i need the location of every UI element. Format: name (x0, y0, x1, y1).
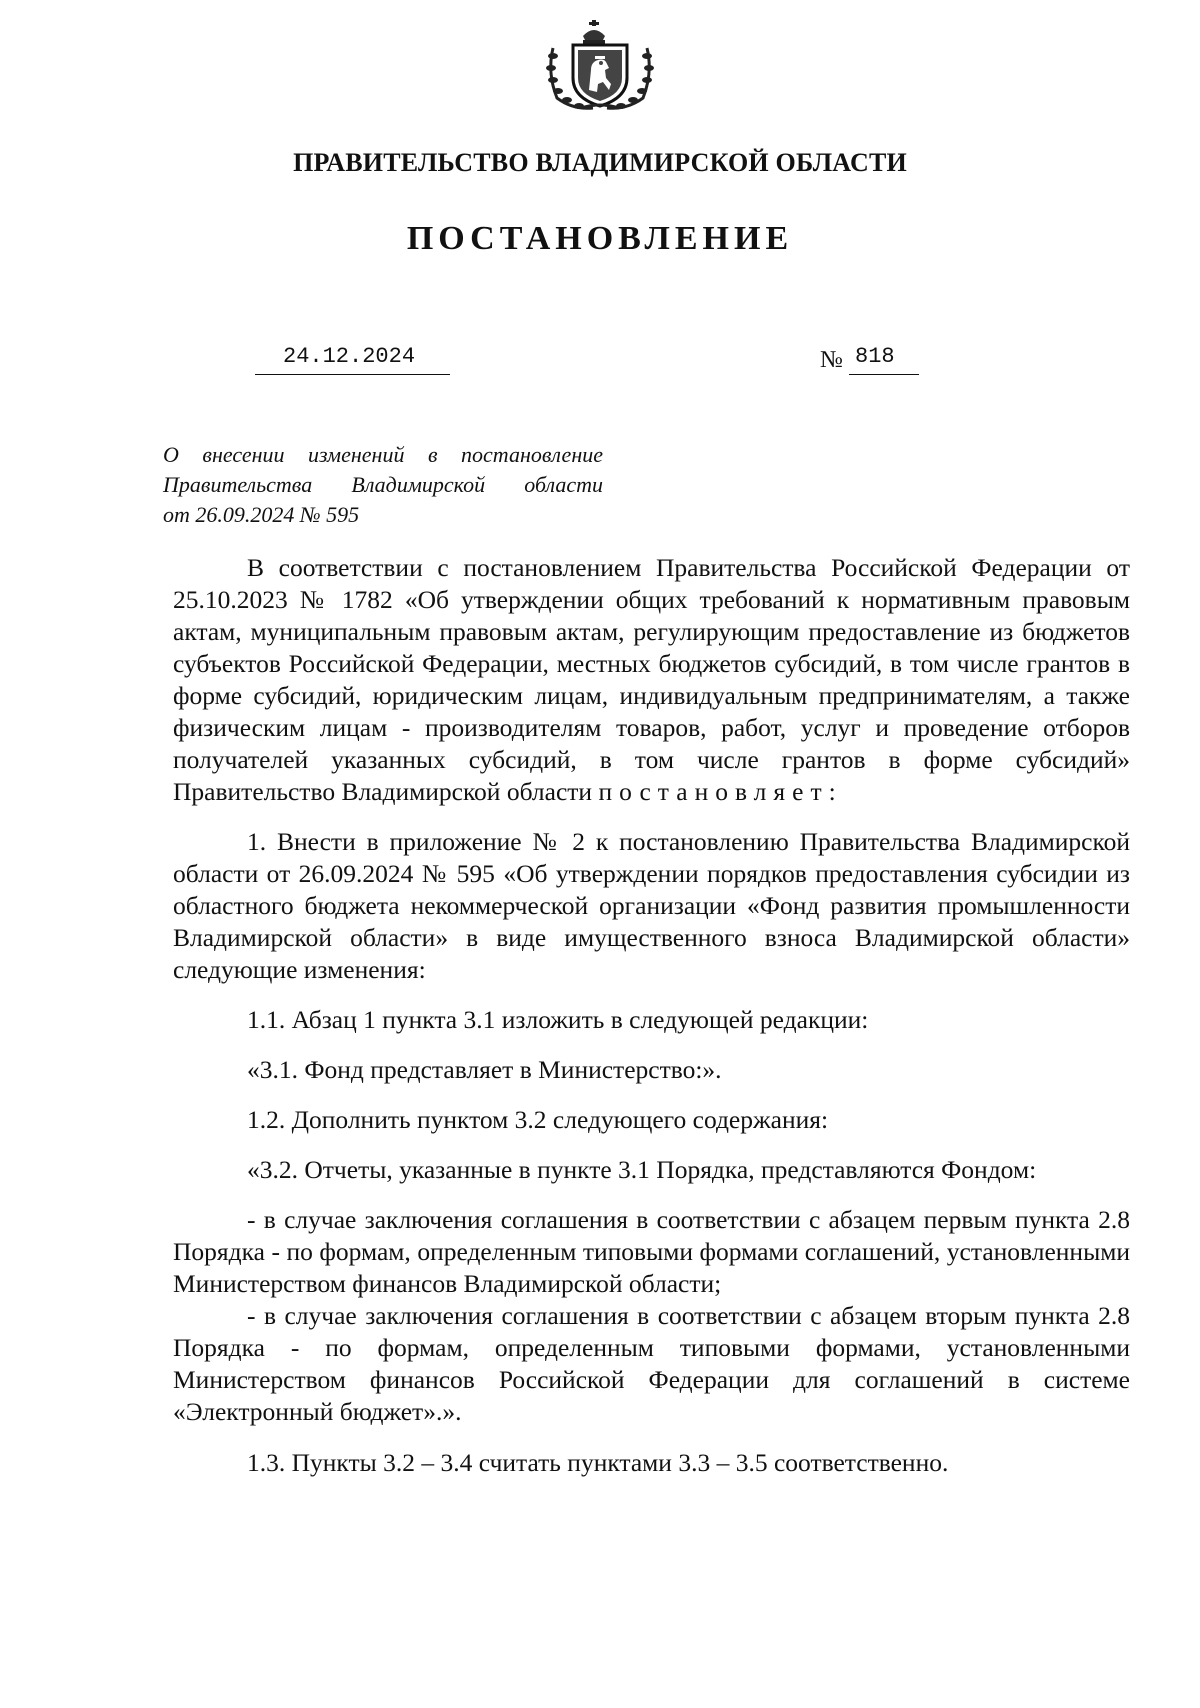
document-date: 24.12.2024 (283, 344, 416, 369)
preamble-paragraph (173, 552, 1130, 808)
clause-1: 1. Внести в приложение № 2 к постановлению Правительства Владимирской области от 26.09.2024 № 595 «Об утверждении порядков предоставления субсидии из областного бюджета некоммерческой организации «Фонд развития промышленности Владимирской области» в виде имущественного взноса Владимирской области» следующие изменения: (173, 827, 1130, 984)
subject-line-1: О внесении изменений в постановление (163, 442, 603, 467)
subject-line-2: Правительства Владимирской области (163, 472, 603, 497)
date-field (255, 344, 450, 375)
document-type-heading: ПОСТАНОВЛЕНИЕ (406, 220, 794, 257)
clause-1-3: 1.3. Пункты 3.2 – 3.4 считать пунктами 3.3 – 3.5 соответственно. (247, 1448, 949, 1477)
list-item-bullet-2: - в случае заключения соглашения в соответствии с абзацем вторым пункта 2.8 Порядка - по формам, определенным типовыми формами, установленными Министерством финансов Российской Федерации для соглашений в системе «Электронный бюджет».». (173, 1301, 1130, 1426)
clause-1-2-text: «3.2. Отчеты, указанные в пункте 3.1 Порядка, представляются Фондом: (247, 1155, 1037, 1184)
document-number: 818 (855, 344, 895, 369)
preamble-text: В соответствии с постановлением Правительства Российской Федерации от 25.10.2023 № 1782 «Об утверждении общих требований к нормативным правовым актам, муниципальным правовым актам, регулирующим предоставление из бюджетов субъектов Российской Федерации, местных бюджетов субсидий, в том числе грантов в форме субсидий, юридическим лицам, индивидуальным предпринимателям, а также физическим лицам - производителям товаров, работ, услуг и проведение отборов получателей указанных субсидий, в том числе грантов в форме субсидий» Правительство Владимирской области (173, 553, 1130, 806)
government-title: ПРАВИТЕЛЬСТВО ВЛАДИМИРСКОЙ ОБЛАСТИ (293, 148, 907, 177)
coat-of-arms-icon (543, 18, 657, 112)
number-label: № (820, 347, 843, 373)
clause-1-2: 1.2. Дополнить пунктом 3.2 следующего содержания: (247, 1105, 829, 1134)
document-body (173, 552, 1130, 1479)
number-field (849, 344, 919, 375)
list-item-bullet-1: - в случае заключения соглашения в соответствии с абзацем первым пункта 2.8 Порядка - по формам, определенным типовыми формами соглашений, установленными Министерством финансов Владимирской области; (173, 1205, 1130, 1298)
decree-word: постановляет: (598, 777, 843, 806)
document-subject (163, 440, 603, 530)
clause-1-1-text: «3.1. Фонд представляет в Министерство:». (247, 1055, 722, 1084)
subject-line-3: от 26.09.2024 № 595 (163, 502, 360, 527)
clause-1-1: 1.1. Абзац 1 пункта 3.1 изложить в следующей редакции: (247, 1005, 869, 1034)
